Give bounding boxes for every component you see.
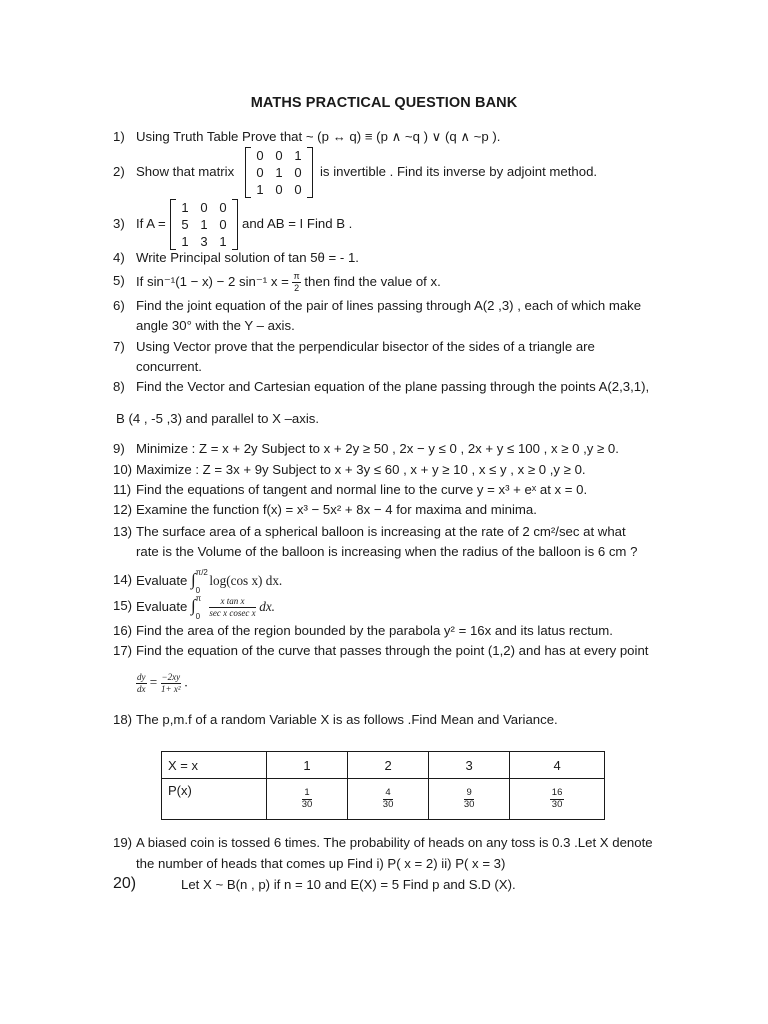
question-text: concurrent. (136, 359, 202, 374)
table-cell: $\frac{9}{30}$ (429, 779, 510, 820)
question-number: 18) (113, 712, 133, 727)
fraction-pi-over-2: $\frac{\pi}{2}$ (293, 271, 300, 293)
integral-upper-limit: π (195, 593, 202, 603)
question-text: log(cos x) dx. (209, 573, 283, 588)
integral-sign: ∫ (191, 570, 196, 589)
question-text: Write Principal solution of tan 5θ = - 1. (136, 250, 359, 265)
integrand-fraction: $\frac{\text{x tan x}}{\text{sec x cosec x}}$ (209, 596, 256, 619)
question-number: 1) (113, 129, 125, 144)
question-number: 13) (113, 524, 133, 539)
question-2-continuation (320, 163, 597, 181)
question-text: Examine the function f(x) = x³ − 5x² + 8x − 4 for maxima and minima. (136, 502, 537, 517)
question-text: Using Truth Table Prove that ~ (p ↔ q) ≡ (p ∧ ~q ) ∨ (q ∧ ~p ). (136, 129, 501, 144)
table-cell: 3 (429, 752, 510, 779)
dx-denominator: dx (137, 684, 146, 694)
pmf-table (161, 751, 605, 820)
question-number: 20) (113, 875, 137, 892)
matrix-cell: 1 (275, 165, 283, 180)
matrix-cell: 0 (275, 182, 283, 197)
table-cell: $\frac{1}{30}$ (267, 779, 348, 820)
dy-numerator: dy (137, 672, 146, 682)
question-number: 2) (113, 164, 125, 179)
question-text: B (4 , -5 ,3) and parallel to X –axis. (116, 411, 320, 426)
question-number: 9) (113, 441, 125, 456)
question-text: Find the area of the region bounded by the parabola y² = 16x and its latus rectum. (136, 623, 613, 638)
matrix-cell: 0 (256, 165, 264, 180)
matrix-cell: 1 (200, 217, 208, 232)
question-text: A biased coin is tossed 6 times. The probability of heads on any toss is 0.3 .Let X denote (136, 835, 653, 850)
question-number: 17) (113, 643, 133, 658)
question-text: the number of heads that comes up Find i) P( x = 2) ii) P( x = 3) (136, 856, 506, 871)
question-text: Evaluate (136, 573, 188, 588)
question-number: 5) (113, 273, 125, 288)
question-text: Using Vector prove that the perpendicular bisector of the sides of a triangle are (136, 339, 595, 354)
question-3-continuation (242, 215, 352, 233)
question-number: 15) (113, 598, 133, 613)
table-row (162, 779, 605, 820)
question-number: 16) (113, 623, 133, 638)
question-number: 11) (113, 482, 132, 497)
table-cell: 1 (267, 752, 348, 779)
question-text: Find the Vector and Cartesian equation of the plane passing through the points A(2,3,1), (136, 379, 650, 394)
question-text: angle 30° with the Y – axis. (136, 318, 295, 333)
question-number: 12) (113, 502, 133, 517)
matrix-cell: 1 (256, 182, 264, 197)
matrix-cell: 1 (294, 148, 302, 163)
matrix-cell: 0 (256, 148, 264, 163)
question-text: If sin⁻¹(1 − x) − 2 sin⁻¹ x = (136, 273, 289, 289)
matrix-cell: 5 (181, 217, 189, 232)
matrix-cell: 1 (181, 200, 189, 215)
table-cell: $\frac{16}{30}$ (510, 779, 605, 820)
question-number: 8) (113, 379, 125, 394)
integral-lower-limit: 0 (195, 611, 201, 621)
question-text: Show that matrix (136, 164, 235, 179)
rhs-denominator: 1+ x² (161, 684, 181, 694)
question-text: rate is the Volume of the balloon is increasing when the radius of the balloon is 6 cm ? (136, 544, 638, 559)
question-number: 6) (113, 298, 125, 313)
page-title: MATHS PRACTICAL QUESTION BANK (250, 95, 518, 111)
table-row (162, 752, 605, 779)
matrix-cell: 0 (200, 200, 208, 215)
question-text: is invertible . Find its inverse by adjoint method. (320, 164, 598, 179)
question-text: Maximize : Z = 3x + 9y Subject to x + 3y ≤ 60 , x + y ≥ 10 , x ≤ y , x ≥ 0 ,y ≥ 0. (136, 462, 586, 477)
question-text: Find the equation of the curve that passes through the point (1,2) and has at every point (136, 643, 649, 658)
question-text: Minimize : Z = x + 2y Subject to x + 2y ≥ 50 , 2x − y ≤ 0 , 2x + y ≤ 100 , x ≥ 0 ,y ≥ 0. (136, 441, 619, 456)
question-number: 4) (113, 250, 125, 265)
question-number: 10) (113, 462, 133, 477)
matrix-cell: 0 (294, 182, 302, 197)
matrix-cell: 0 (219, 217, 227, 232)
question-number: 19) (113, 835, 133, 850)
matrix-cell: 0 (294, 165, 302, 180)
matrix-cell: 1 (181, 234, 189, 249)
table-header-cell: P(x) (162, 779, 267, 820)
question-text: The surface area of a spherical balloon is increasing at the rate of 2 cm²/sec at what (136, 524, 626, 539)
question-text: Find the joint equation of the pair of lines passing through A(2 ,3) , each of which make (136, 298, 642, 313)
integral-lower-limit: 0 (195, 585, 201, 595)
question-text: The p,m.f of a random Variable X is as follows .Find Mean and Variance. (136, 712, 558, 727)
matrix-cell: 0 (219, 200, 227, 215)
question-text: and AB = I Find B . (242, 216, 353, 231)
question-text: dx. (259, 599, 275, 614)
question-number: 14) (113, 572, 133, 587)
question-number: 7) (113, 339, 125, 354)
question-text: If A = (136, 216, 166, 231)
integral-upper-limit: π/2 (195, 567, 208, 577)
matrix-q2 (245, 147, 313, 198)
table-cell: 4 (510, 752, 605, 779)
differential-equation: $\frac{dy}{dx}$ = $\frac{-2xy}{\text{1+ x²}}$ . (137, 672, 188, 694)
question-text: then find the value of x. (304, 273, 441, 289)
rhs-numerator: −2xy (161, 672, 181, 682)
matrix-q3 (170, 199, 238, 250)
table-header-cell: X = x (162, 752, 267, 779)
integral-sign: ∫ (191, 596, 196, 615)
table-cell: $\frac{4}{30}$ (348, 779, 429, 820)
table-cell: 2 (348, 752, 429, 779)
question-text: Evaluate (136, 599, 188, 614)
question-text: Let X ~ B(n , p) if n = 10 and E(X) = 5 Find p and S.D (X). (181, 877, 516, 892)
question-text: Find the equations of tangent and normal line to the curve y = x³ + eˣ at x = 0. (136, 482, 588, 497)
matrix-cell: 3 (200, 234, 208, 249)
matrix-cell: 1 (219, 234, 227, 249)
question-8-continuation (116, 410, 319, 428)
matrix-cell: 0 (275, 148, 283, 163)
question-number: 3) (113, 216, 125, 231)
